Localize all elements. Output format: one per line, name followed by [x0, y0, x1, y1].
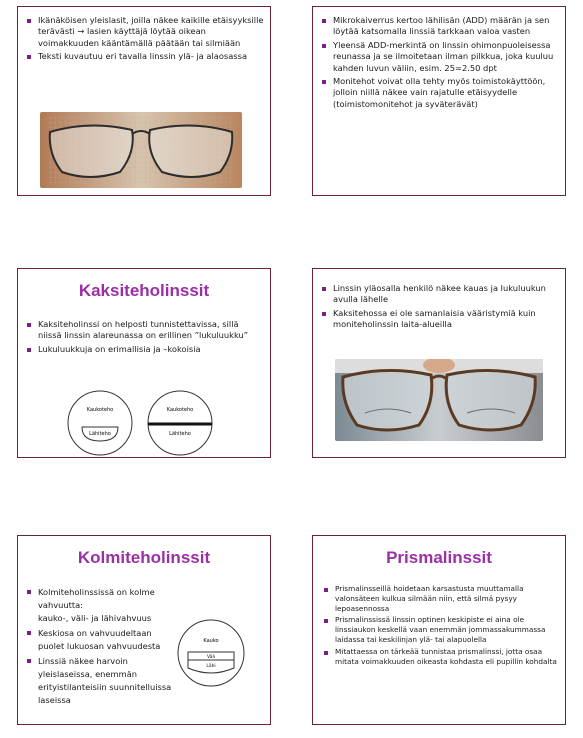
slide-3 [17, 268, 271, 458]
bullet: Kaksitehossa ei ole samanlaisia vääristymiä kuin moniteholinssin laita-alueilla [321, 308, 559, 331]
bullet [26, 655, 196, 707]
slide-5-bullets [26, 586, 196, 709]
bullet: Mitattaessa on tärkeää tunnistaa prismalinssi, jotta osaa mitata voimakkuuden oikeasta kohdasta eli pupillin kohdalta [323, 647, 559, 667]
diagram-label: Lähi [206, 664, 216, 669]
slide-2 [312, 6, 566, 196]
slide-4 [312, 268, 566, 458]
diagram-label: Kaukoteho [166, 407, 194, 413]
trifocal-lens-diagram [174, 618, 248, 688]
bullet-line: Keskiosa on vahvuudeltaan [38, 628, 152, 638]
slide-3-bullets [26, 319, 264, 357]
bullet: Lukuluukkuja on erimallisia ja –kokoisia [26, 344, 264, 355]
bullet: Ikänäköisen yleislasit, joilla näkee kaikille etäisyyksille terävästi → lasien käyttäjä löytää oikean voimakkuuden kääntämällä päätään tai silmiään [26, 15, 266, 49]
slide-1 [17, 6, 271, 196]
bullet: Teksti kuvautuu eri tavalla linssin ylä- ja alaosassa [26, 51, 266, 62]
slide-title: Kaksiteholinssit [78, 281, 210, 300]
bullet-line: Kolmiteholinssissä on kolme vahvuutta: [38, 587, 155, 610]
bullet [26, 586, 196, 625]
slide-2-bullets [321, 15, 559, 112]
bullet: Prismalinsseillä hoidetaan karsastusta muuttamalla valonsäteen kulkua silmään niin, että silmä pysyy lepoasennossa [323, 584, 559, 613]
bullet: Mikrokaiverrus kertoo lähilisän (ADD) määrän ja sen löytää katsomalla linssiä tarkkaan valoa vasten [321, 15, 559, 38]
bifocal-glasses-photo [335, 359, 543, 441]
bullet-line: erityistilanteisiin suunnitelluissa laseissa [38, 682, 172, 705]
slide-4-bullets [321, 283, 559, 333]
bullet: Monitehot voivat olla tehty myös toimistokäyttöön, jolloin niillä näkee vain rajatulle etäisyydelle (toimistomonitehot ja syväterävät) [321, 76, 559, 110]
slide-6 [312, 535, 566, 725]
slide-title: Prismalinssit [386, 548, 492, 567]
slide-1-bullets [26, 15, 266, 65]
bullet: Kaksiteholinssi on helposti tunnistettavissa, sillä niissä linssin alareunassa on erillinen ”lukuluukku” [26, 319, 264, 342]
slide-5 [17, 535, 271, 725]
diagram-label: Lähiteho [169, 431, 191, 437]
progressive-glasses-photo [40, 112, 242, 188]
diagram-label: Väli [207, 655, 215, 660]
bullet-line: puolet lukuosan vahvuudesta [38, 641, 161, 651]
bifocal-lens-diagram [66, 389, 216, 457]
bullet-line: kauko-, väli- ja lähivahvuus [38, 613, 152, 623]
bullet: Linssin yläosalla henkilö näkee kauas ja lukuluukun avulla lähelle [321, 283, 559, 306]
diagram-label: Kaukoteho [86, 407, 114, 413]
slide-title: Kolmiteholinssit [77, 548, 211, 567]
diagram-label: Lähiteho [89, 431, 111, 437]
bullet: Yleensä ADD-merkintä on linssin ohimonpuoleisessa reunassa ja se ilmoitetaan ilman pilkkua, joka kuuluu kahden luvun väliin, esim. 25=2.50 dpt [321, 40, 559, 74]
bullet-line: Linssiä näkee harvoin [38, 656, 128, 666]
bullet-line: yleislaseissa, enemmän [38, 669, 138, 679]
bullet [26, 627, 196, 653]
slide-6-bullets [323, 584, 559, 668]
bullet: Prismalinssissä linssin optinen keskipiste ei aina ole linssiaukon keskellä vaan enemmän jommassakummassa laidassa tai keskilinjan ylä- tai alapuolella [323, 615, 559, 644]
diagram-label: Kauko [203, 638, 219, 644]
